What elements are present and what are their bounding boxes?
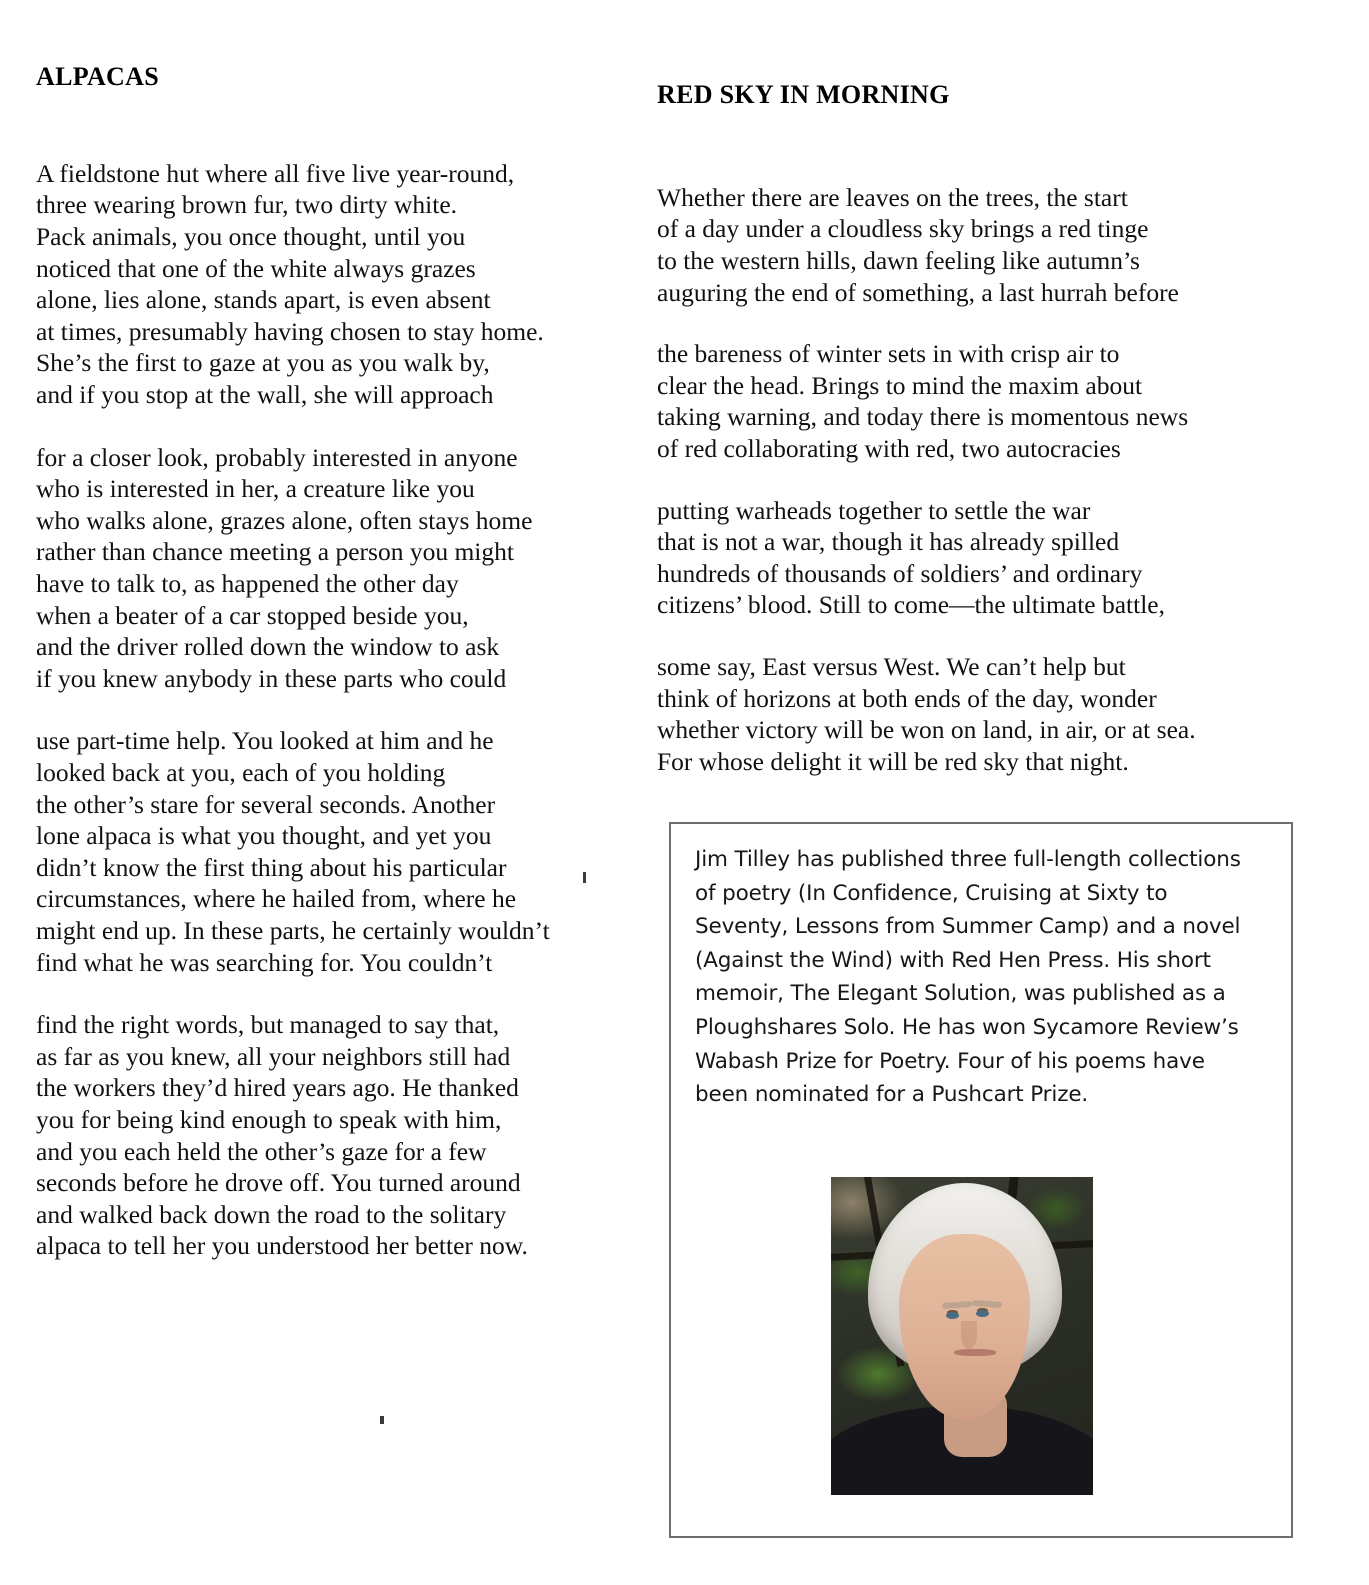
photo-eye	[946, 1312, 959, 1319]
poem-line: citizens’ blood. Still to come—the ultimate battle,	[657, 590, 1165, 620]
right-stanza-4	[657, 651, 1277, 777]
poem-line: circumstances, where he hailed from, where he	[36, 884, 517, 914]
poem-line: hundreds of thousands of soldiers’ and ordinary	[657, 558, 1143, 588]
poem-line: and if you stop at the wall, she will approach	[36, 380, 494, 410]
photo-mouth	[954, 1349, 996, 1356]
poem-line: find what he was searching for. You couldn’t	[36, 947, 493, 977]
left-stanza-3	[36, 725, 636, 978]
poem-line: if you knew anybody in these parts who could	[36, 663, 507, 693]
poem-line: rather than chance meeting a person you might	[36, 537, 514, 567]
poem-line: have to talk to, as happened the other day	[36, 569, 459, 599]
poem-line: She’s the first to gaze at you as you walk by,	[36, 348, 490, 378]
poem-line: Pack animals, you once thought, until you	[36, 222, 466, 252]
right-stanza-2	[657, 338, 1277, 464]
poem-line: looked back at you, each of you holding	[36, 757, 446, 787]
left-stanza-1	[36, 158, 636, 411]
stray-mark	[380, 1416, 384, 1424]
right-poem-title: RED SKY IN MORNING	[657, 80, 950, 109]
left-poem-column	[36, 62, 636, 1262]
left-stanza-4	[36, 1009, 636, 1262]
poem-line: might end up. In these parts, he certainly wouldn’t	[36, 915, 550, 945]
photo-eyebrow	[972, 1300, 1002, 1308]
stray-mark	[583, 872, 586, 883]
poem-line: at times, presumably having chosen to stay home.	[36, 316, 544, 346]
poem-line: that is not a war, though it has already spilled	[657, 527, 1120, 557]
photo-nose	[961, 1321, 977, 1349]
poem-line: the workers they’d hired years ago. He thanked	[36, 1073, 519, 1103]
poem-line: A fieldstone hut where all five live year-round,	[36, 158, 515, 188]
poem-line: alone, lies alone, stands apart, is even absent	[36, 285, 491, 315]
poem-line: the bareness of winter sets in with crisp air to	[657, 339, 1120, 369]
right-poem-column	[657, 80, 1277, 777]
poem-line: when a beater of a car stopped beside you,	[36, 600, 469, 630]
poem-line: clear the head. Brings to mind the maxim about	[657, 370, 1143, 400]
poem-line: find the right words, but managed to say that,	[36, 1010, 500, 1040]
left-stanza-2	[36, 442, 636, 695]
poem-line: seconds before he drove off. You turned around	[36, 1168, 521, 1198]
poem-line: who is interested in her, a creature like you	[36, 474, 475, 504]
right-stanza-1	[657, 182, 1277, 308]
photo-eyebrow	[942, 1301, 972, 1309]
poem-line: for a closer look, probably interested in anyone	[36, 442, 518, 472]
poem-line: to the western hills, dawn feeling like autumn’s	[657, 246, 1140, 276]
author-photo	[831, 1177, 1093, 1495]
right-stanza-3	[657, 495, 1277, 621]
poem-line: some say, East versus West. We can’t help but	[657, 652, 1126, 682]
poem-line: of red collaborating with red, two autocracies	[657, 434, 1121, 464]
poem-line: lone alpaca is what you thought, and yet you	[36, 821, 492, 851]
poem-line: three wearing brown fur, two dirty white.	[36, 190, 458, 220]
poem-line: didn’t know the first thing about his particular	[36, 852, 507, 882]
author-bio-text: Jim Tilley has published three full-length collections of poetry (In Confidence, Cruising at Sixty to Seventy, Lessons from Summer Camp) and a novel (Against the Wind) with Red Hen Press. His short memoir, The Elegant Solution, was published as a Ploughshares Solo. He has won Sycamore Review’s Wabash Prize for Poetry. Four of his poems have been nominated for a Pushcart Prize.	[695, 847, 1241, 1108]
poem-line: you for being kind enough to speak with him,	[36, 1104, 502, 1134]
poem-line: whether victory will be won on land, in air, or at sea.	[657, 715, 1196, 745]
poem-line: alpaca to tell her you understood her better now.	[36, 1231, 528, 1261]
poem-line: who walks alone, grazes alone, often stays home	[36, 505, 533, 535]
poem-line: taking warning, and today there is momentous news	[657, 402, 1189, 432]
photo-eye	[976, 1310, 989, 1317]
poem-line: and walked back down the road to the solitary	[36, 1199, 507, 1229]
poem-line: as far as you knew, all your neighbors still had	[36, 1041, 511, 1071]
poem-line: putting warheads together to settle the war	[657, 495, 1091, 525]
poem-line: of a day under a cloudless sky brings a red tinge	[657, 214, 1149, 244]
poem-line: think of horizons at both ends of the day, wonder	[657, 683, 1157, 713]
author-bio-box	[669, 822, 1293, 1538]
poem-line: For whose delight it will be red sky that night.	[657, 746, 1129, 776]
poem-line: and you each held the other’s gaze for a few	[36, 1136, 487, 1166]
left-poem-title: ALPACAS	[36, 62, 159, 91]
poem-line: and the driver rolled down the window to ask	[36, 632, 500, 662]
poem-line: auguring the end of something, a last hurrah before	[657, 277, 1179, 307]
poem-line: use part-time help. You looked at him and he	[36, 726, 494, 756]
poem-line: the other’s stare for several seconds. Another	[36, 789, 496, 819]
poem-line: Whether there are leaves on the trees, the start	[657, 182, 1128, 212]
poem-line: noticed that one of the white always grazes	[36, 253, 476, 283]
